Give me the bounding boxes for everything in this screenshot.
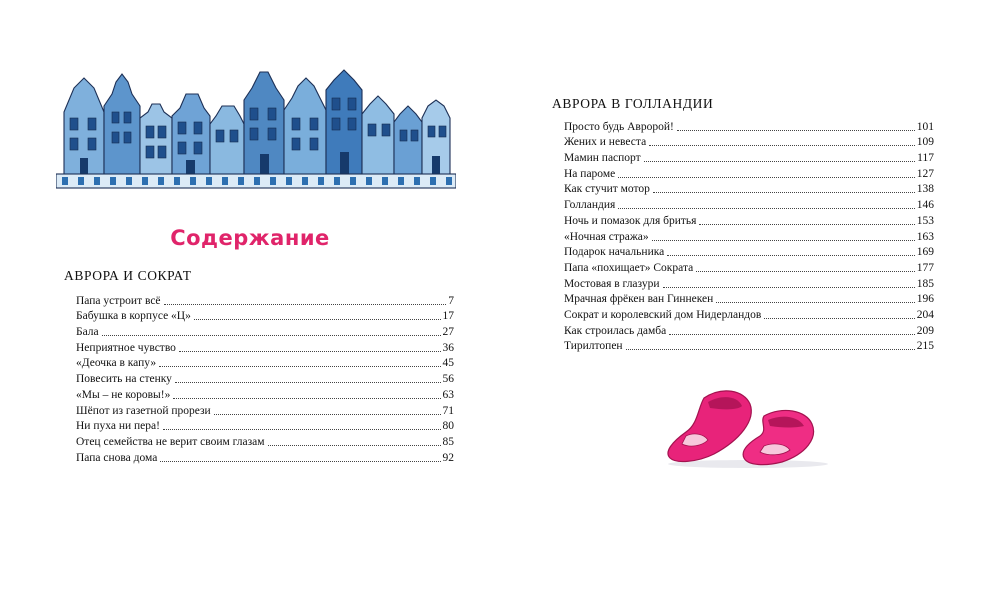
toc-entry-page-number: 196: [916, 293, 934, 306]
toc-entry: [76, 449, 454, 465]
toc-entry: [564, 322, 934, 338]
toc-entry-page-number: 80: [442, 420, 454, 433]
toc-entry: [76, 339, 454, 355]
toc-entry-page-number: 138: [916, 183, 934, 196]
toc-entry-page-number: 153: [916, 214, 934, 227]
toc-entry-page-number: 117: [917, 152, 934, 165]
toc-entry-title: Бала: [76, 326, 99, 339]
toc-entry-page-number: 56: [442, 373, 454, 386]
toc-entry-page-number: 17: [442, 310, 454, 323]
toc-leader-dots: [626, 349, 915, 350]
toc-leader-dots: [194, 319, 441, 320]
toc-leader-dots: [696, 271, 915, 272]
toc-entry-page-number: 45: [442, 357, 454, 370]
toc-entry: [76, 433, 454, 449]
right-page: [500, 0, 1000, 603]
toc-entry-title: Мрачная фрёкен ван Гиннекен: [564, 293, 714, 306]
toc-entry-title: Мамин паспорт: [564, 152, 641, 165]
toc-leader-dots: [179, 351, 441, 352]
toc-entry-page-number: 169: [916, 246, 934, 259]
toc-leader-dots: [268, 445, 441, 446]
toc-entry-page-number: 109: [916, 136, 934, 149]
toc-leader-dots: [159, 366, 440, 367]
toc-entry-page-number: 204: [916, 308, 934, 321]
toc-entry-page-number: 36: [442, 341, 454, 354]
toc-leader-dots: [667, 255, 915, 256]
toc-entry-page-number: 71: [442, 404, 454, 417]
toc-entry-page-number: 163: [916, 230, 934, 243]
toc-entry: [564, 165, 934, 181]
toc-entry-title: Папа снова дома: [76, 451, 158, 464]
toc-entry-page-number: 185: [916, 277, 934, 290]
toc-entry: [76, 292, 454, 308]
toc-entry-title: Как стучит мотор: [564, 183, 650, 196]
toc-entry-title: Мостовая в глазури: [564, 277, 660, 290]
toc-entry-title: Отец семейства не верит своим глазам: [76, 435, 265, 448]
toc-entry-title: Голландия: [564, 199, 616, 212]
toc-entry-title: Сократ и королевский дом Нидерландов: [564, 308, 762, 321]
toc-list-left: [76, 292, 454, 465]
toc-entry: [76, 308, 454, 324]
toc-leader-dots: [677, 130, 915, 131]
toc-entry-title: Бабушка в корпусе «Ц»: [76, 310, 191, 323]
toc-leader-dots: [663, 287, 915, 288]
toc-leader-dots: [163, 429, 441, 430]
toc-leader-dots: [164, 304, 447, 305]
toc-entry: [564, 118, 934, 134]
toc-entry-title: Папа устроит всё: [76, 294, 161, 307]
toc-entry-title: Повесить на стенку: [76, 373, 172, 386]
toc-entry: [564, 228, 934, 244]
toc-entry: [564, 259, 934, 275]
toc-entry-page-number: 92: [442, 451, 454, 464]
toc-leader-dots: [716, 302, 914, 303]
toc-leader-dots: [699, 224, 914, 225]
toc-leader-dots: [764, 318, 914, 319]
toc-entry-title: Шёпот из газетной прорези: [76, 404, 211, 417]
toc-entry-page-number: 63: [442, 388, 454, 401]
toc-entry-page-number: 215: [916, 340, 934, 353]
toc-entry-title: «Деочка в капу»: [76, 357, 157, 370]
toc-entry: [564, 149, 934, 165]
toc-entry-title: Просто будь Авророй!: [564, 120, 674, 133]
toc-entry: [564, 244, 934, 260]
contents-title: Содержание: [170, 226, 330, 250]
toc-entry-title: Неприятное чувство: [76, 341, 176, 354]
toc-leader-dots: [652, 240, 915, 241]
toc-entry-title: Ночь и помазок для бритья: [564, 214, 697, 227]
toc-entry: [76, 418, 454, 434]
toc-leader-dots: [644, 161, 915, 162]
toc-list-right: [564, 118, 934, 353]
toc-entry-page-number: 209: [916, 324, 934, 337]
toc-entry: [76, 355, 454, 371]
toc-leader-dots: [653, 192, 915, 193]
toc-entry-page-number: 127: [916, 167, 934, 180]
toc-entry: [564, 134, 934, 150]
toc-leader-dots: [618, 208, 914, 209]
toc-leader-dots: [214, 414, 441, 415]
toc-entry-title: «Ночная стража»: [564, 230, 649, 243]
toc-entry-page-number: 101: [916, 120, 934, 133]
toc-entry: [564, 275, 934, 291]
toc-leader-dots: [175, 382, 441, 383]
section-title-avrora-i-sokrat: АВРОРА И СОКРАТ: [64, 268, 192, 283]
toc-entry-title: «Мы – не коровы!»: [76, 388, 171, 401]
toc-leader-dots: [618, 177, 915, 178]
toc-entry: [76, 402, 454, 418]
toc-entry-page-number: 146: [916, 199, 934, 212]
toc-leader-dots: [173, 398, 440, 399]
toc-entry-page-number: 7: [448, 294, 454, 307]
toc-entry-page-number: 27: [442, 326, 454, 339]
toc-leader-dots: [649, 145, 915, 146]
toc-leader-dots: [669, 334, 914, 335]
toc-entry-title: Ни пуха ни пера!: [76, 420, 160, 433]
dutch-houses-illustration: [56, 66, 456, 196]
toc-entry-title: На пароме: [564, 167, 616, 180]
toc-entry-title: Жених и невеста: [564, 136, 647, 149]
toc-entry: [564, 181, 934, 197]
toc-entry: [76, 386, 454, 402]
toc-entry-title: Подарок начальника: [564, 246, 665, 259]
toc-entry-title: Как строилась дамба: [564, 324, 667, 337]
toc-entry: [76, 323, 454, 339]
toc-entry-title: Тирилтопен: [564, 340, 623, 353]
section-title-avrora-v-gollandii: АВРОРА В ГОЛЛАНДИИ: [552, 96, 714, 111]
toc-entry: [564, 196, 934, 212]
toc-entry: [76, 370, 454, 386]
pink-clogs-illustration: [664, 384, 832, 470]
toc-entry: [564, 291, 934, 307]
toc-leader-dots: [102, 335, 441, 336]
toc-entry: [564, 306, 934, 322]
toc-leader-dots: [160, 461, 440, 462]
toc-entry-page-number: 85: [442, 435, 454, 448]
toc-entry: [564, 338, 934, 354]
toc-entry-page-number: 177: [916, 261, 934, 274]
toc-entry: [564, 212, 934, 228]
toc-entry-title: Папа «похищает» Сократа: [564, 261, 694, 274]
